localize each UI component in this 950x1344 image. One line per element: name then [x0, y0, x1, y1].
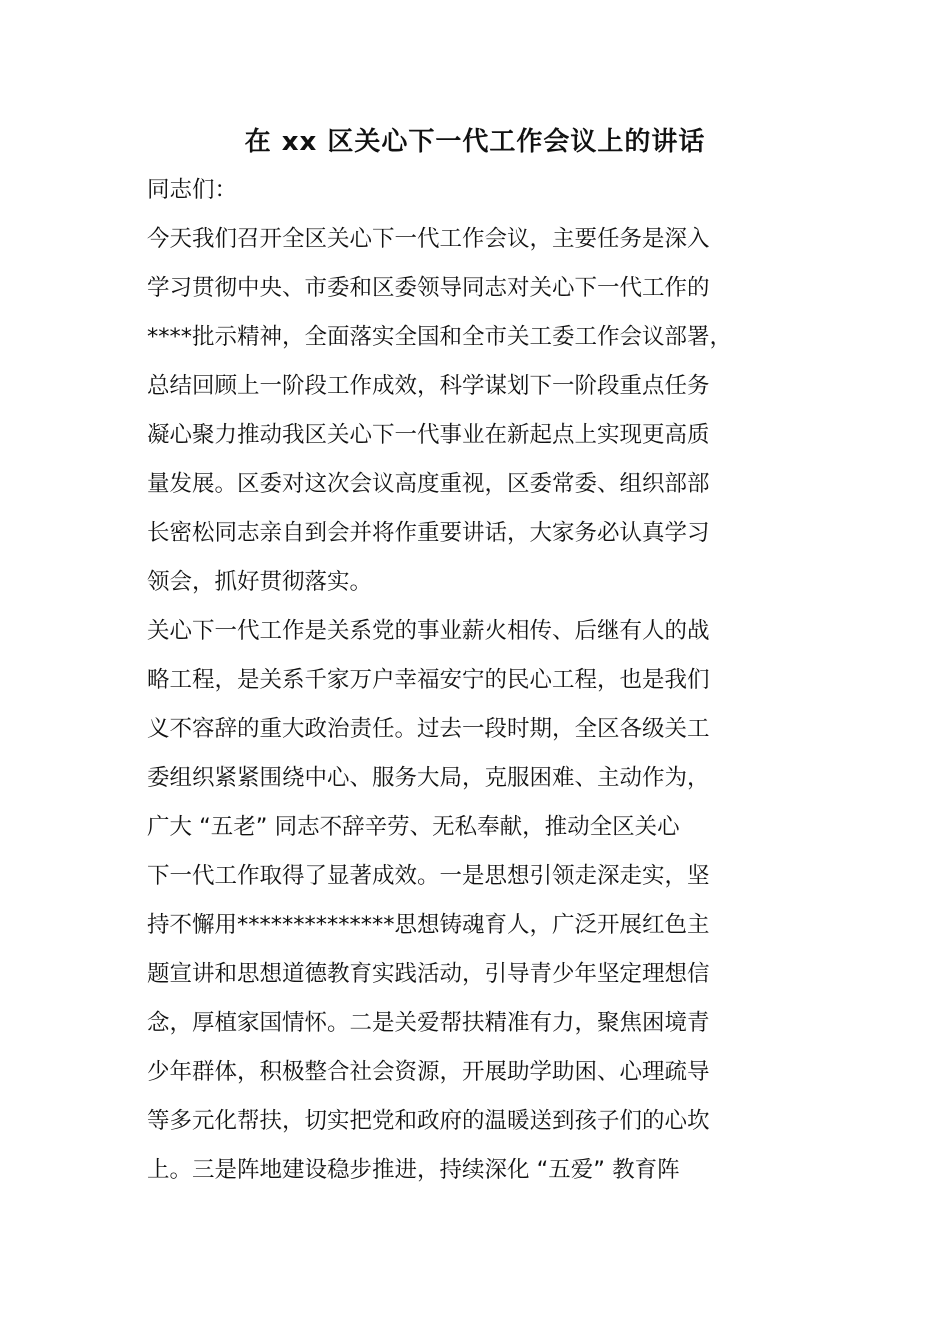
body-line: 广大 “五老” 同志不辞辛劳、无私奉献，推动全区关心: [147, 814, 680, 840]
body-line: 学习贯彻中央、市委和区委领导同志对关心下一代工作的: [147, 275, 710, 301]
body-line: 凝心聚力推动我区关心下一代事业在新起点上实现更高质: [147, 422, 710, 448]
body-line: 少年群体，积极整合社会资源，开展助学助困、心理疏导: [147, 1059, 710, 1085]
body-line: 等多元化帮扶，切实把党和政府的温暖送到孩子们的心坎: [147, 1108, 710, 1134]
document-title: 在 xx 区关心下一代工作会议上的讲话: [244, 127, 706, 157]
salutation-line: 同志们：: [147, 177, 238, 203]
body-line: 念，厚植家国情怀。二是关爱帮扶精准有力，聚焦困境青: [147, 1010, 710, 1036]
body-line: 今天我们召开全区关心下一代工作会议，主要任务是深入: [147, 226, 710, 252]
body-line: 下一代工作取得了显著成效。一是思想引领走深走实，坚: [147, 863, 710, 889]
body-line: 持不懈用**************思想铸魂育人，广泛开展红色主: [147, 912, 710, 938]
body-line: 总结回顾上一阶段工作成效，科学谋划下一阶段重点任务: [147, 373, 710, 399]
body-line: 领会，抓好贯彻落实。: [147, 569, 373, 595]
body-line: 义不容辞的重大政治责任。过去一段时期，全区各级关工: [147, 716, 710, 742]
body-line: 略工程，是关系千家万户幸福安宁的民心工程，也是我们: [147, 667, 710, 693]
body-line: 上。三是阵地建设稳步推进，持续深化 “五爱” 教育阵: [147, 1157, 680, 1183]
body-line: 题宣讲和思想道德教育实践活动，引导青少年坚定理想信: [147, 961, 710, 987]
body-line: 关心下一代工作是关系党的事业薪火相传、后继有人的战: [147, 618, 710, 644]
body-line: ****批示精神，全面落实全国和全市关工委工作会议部署，: [147, 324, 733, 350]
body-line: 量发展。区委对这次会议高度重视，区委常委、组织部部: [147, 471, 710, 497]
body-line: 长密松同志亲自到会并将作重要讲话，大家务必认真学习: [147, 520, 710, 546]
body-line: 委组织紧紧围绕中心、服务大局，克服困难、主动作为，: [147, 765, 710, 791]
